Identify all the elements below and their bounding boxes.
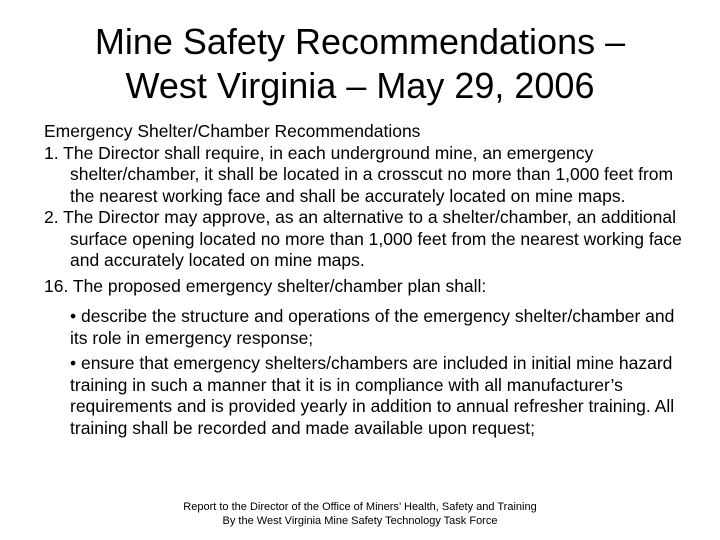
slide-title xyxy=(40,20,680,108)
recommendation-item-2: 2. The Director may approve, as an alternative to a shelter/chamber, an additional surface opening located no more than 1,000 feet from the nearest working face and accurately located on mine maps. xyxy=(44,207,682,270)
slide-footer xyxy=(150,500,570,528)
recommendation-item-16: 16. The proposed emergency shelter/chamber plan shall: xyxy=(44,275,487,296)
title-line-1: Mine Safety Recommendations – xyxy=(94,21,626,62)
bullet-item-2: • ensure that emergency shelters/chambers are included in initial mine hazard training in such a manner that it is in compliance with all manufacturer’s requirements and is provided yearly in addition to annual refresher training. All training shall be recorded and made available upon request; xyxy=(70,353,675,438)
slide-body xyxy=(44,121,684,443)
title-line-2: West Virginia – May 29, 2006 xyxy=(125,65,595,106)
bullet-item-1: • describe the structure and operations of the emergency shelter/chamber and its role in emergency response; xyxy=(70,306,675,348)
bullet-list xyxy=(44,306,684,439)
section-heading: Emergency Shelter/Chamber Recommendations xyxy=(44,121,421,141)
footer-line-1: Report to the Director of the Office of Miners’ Health, Safety and Training xyxy=(183,501,537,513)
footer-line-2: By the West Virginia Mine Safety Technology Task Force xyxy=(222,515,498,527)
recommendation-item-1: 1. The Director shall require, in each underground mine, an emergency shelter/chamber, it shall be located in a crosscut no more than 1,000 feet from the nearest working face and shall be accurately located on mine maps. xyxy=(44,142,674,206)
